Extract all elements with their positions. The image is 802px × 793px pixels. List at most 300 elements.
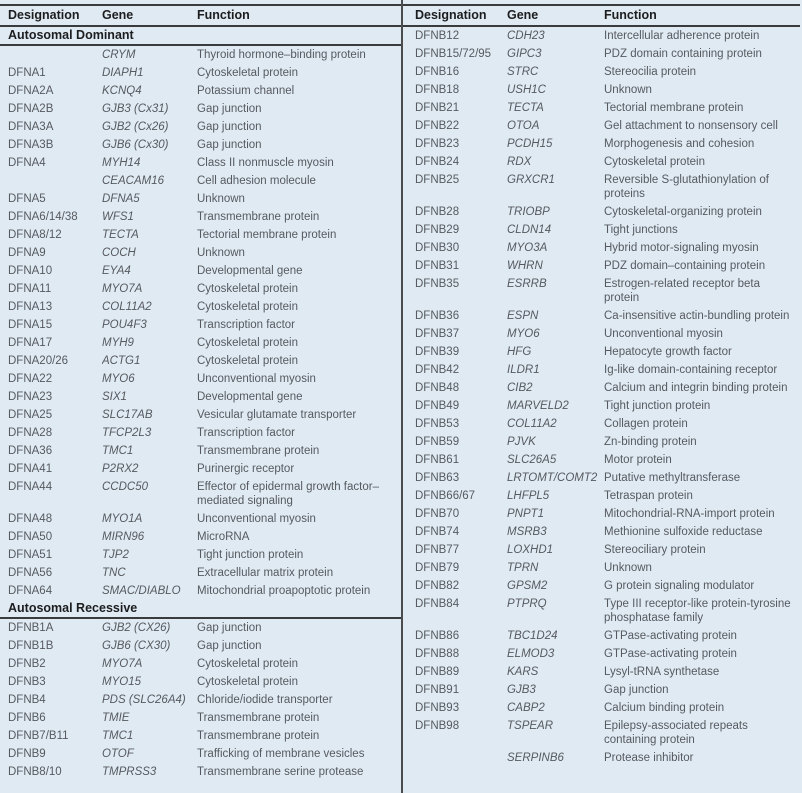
gene-cell: MYH9 (102, 336, 134, 349)
gene-cell: TJP2 (102, 548, 129, 561)
designation-cell: DFNA48 (8, 512, 53, 525)
table-row (0, 64, 401, 82)
designation-cell: DFNB59 (415, 435, 460, 448)
gene-cell: COL11A2 (102, 300, 152, 313)
designation-cell: DFNB1B (8, 639, 54, 652)
table-row (0, 528, 401, 546)
function-cell: Intercellular adherence protein (604, 29, 760, 42)
table-row (0, 226, 401, 244)
gene-cell: GJB2 (Cx26) (102, 120, 169, 133)
designation-cell: DFNA2B (8, 102, 54, 115)
gene-cell: CDH23 (507, 29, 545, 42)
table-row (403, 451, 800, 469)
designation-cell: DFNA6/14/38 (8, 210, 78, 223)
table-row (0, 262, 401, 280)
designation-cell: DFNA50 (8, 530, 53, 543)
designation-cell: DFNB49 (415, 399, 460, 412)
table-row (0, 564, 401, 582)
gene-cell: PTPRQ (507, 597, 547, 610)
function-cell: Morphogenesis and cohesion (604, 137, 755, 150)
gene-cell: OTOA (507, 119, 540, 132)
function-cell: Mitochondrial proapoptotic protein (197, 584, 371, 597)
gene-cell: MYO6 (507, 327, 540, 340)
table-row (0, 46, 401, 64)
function-cell: Purinergic receptor (197, 462, 295, 475)
function-cell: Cytoskeletal protein (197, 282, 298, 295)
designation-cell: DFNA36 (8, 444, 53, 457)
function-cell: PDZ domain containing protein (604, 47, 762, 60)
column-header-designation: Designation (415, 8, 487, 22)
table-row (0, 298, 401, 316)
gene-cell: GJB6 (Cx30) (102, 138, 169, 151)
designation-cell: DFNB74 (415, 525, 460, 538)
gene-cell: ACTG1 (102, 354, 141, 367)
designation-cell: DFNB48 (415, 381, 460, 394)
table-row (403, 559, 800, 577)
gene-cell: ESPN (507, 309, 539, 322)
table-row (403, 577, 800, 595)
table-row (0, 510, 401, 528)
table-row (403, 523, 800, 541)
designation-cell: DFNA17 (8, 336, 53, 349)
right-table-body (403, 27, 800, 767)
table-row (0, 352, 401, 370)
left-table-body (0, 27, 401, 781)
gene-cell: ESRRB (507, 277, 547, 290)
table-row (0, 172, 401, 190)
function-cell: Tectorial membrane protein (197, 228, 337, 241)
function-cell: Transmembrane serine protease (197, 765, 364, 778)
gene-cell: GJB2 (CX26) (102, 621, 171, 634)
designation-cell: DFNA44 (8, 480, 53, 493)
function-cell: Extracellular matrix protein (197, 566, 334, 579)
gene-cell: USH1C (507, 83, 546, 96)
gene-cell: KARS (507, 665, 539, 678)
table-row (403, 699, 800, 717)
gene-cell: TPRN (507, 561, 539, 574)
table-row (0, 478, 401, 510)
function-cell: Cytoskeletal protein (604, 155, 705, 168)
gene-cell: MSRB3 (507, 525, 547, 538)
function-cell: Developmental gene (197, 264, 303, 277)
table-row (403, 717, 800, 749)
gene-cell: SMAC/DIABLO (102, 584, 181, 597)
function-cell: Unconventional myosin (197, 372, 316, 385)
function-cell: Lysyl-tRNA synthetase (604, 665, 720, 678)
function-cell: Transmembrane protein (197, 729, 320, 742)
function-cell: Cytoskeletal-organizing protein (604, 205, 762, 218)
gene-cell: GIPC3 (507, 47, 542, 60)
table-row (403, 239, 800, 257)
table-row (0, 709, 401, 727)
designation-cell: DFNA9 (8, 246, 46, 259)
table-row (0, 763, 401, 781)
table-row (0, 370, 401, 388)
table-row (403, 81, 800, 99)
gene-cell: MYO3A (507, 241, 548, 254)
designation-cell: DFNB3 (8, 675, 46, 688)
column-header-gene: Gene (102, 8, 134, 22)
table-row (0, 406, 401, 424)
function-cell: Ca-insensitive actin-bundling protein (604, 309, 790, 322)
gene-cell: MYO1A (102, 512, 143, 525)
function-cell: Stereocilia protein (604, 65, 697, 78)
function-cell: Calcium binding protein (604, 701, 725, 714)
table-row (403, 645, 800, 663)
function-cell: Chloride/iodide transporter (197, 693, 333, 706)
function-cell: Ig-like domain-containing receptor (604, 363, 778, 376)
designation-cell: DFNB35 (415, 277, 460, 290)
designation-cell: DFNA41 (8, 462, 53, 475)
gene-cell: LRTOMT/COMT2 (507, 471, 598, 484)
table-row (0, 582, 401, 600)
function-cell: Gap junction (197, 102, 262, 115)
column-header-function: Function (604, 8, 657, 22)
gene-cell: TECTA (507, 101, 544, 114)
designation-cell: DFNB36 (415, 309, 460, 322)
function-cell: Transcription factor (197, 318, 295, 331)
function-cell: Unknown (197, 192, 245, 205)
function-cell: Collagen protein (604, 417, 688, 430)
function-cell: Tight junction protein (604, 399, 711, 412)
column-header-gene: Gene (507, 8, 539, 22)
function-cell: Cytoskeletal protein (197, 66, 298, 79)
table-row (0, 316, 401, 334)
gene-cell: HFG (507, 345, 532, 358)
gene-cell: DIAPH1 (102, 66, 144, 79)
gene-cell: WHRN (507, 259, 543, 272)
function-cell: Developmental gene (197, 390, 303, 403)
designation-cell: DFNB23 (415, 137, 460, 150)
table-row (403, 135, 800, 153)
designation-cell: DFNB7/B11 (8, 729, 69, 742)
function-cell: Trafficking of membrane vesicles (197, 747, 365, 760)
designation-cell: DFNB91 (415, 683, 460, 696)
designation-cell: DFNA3B (8, 138, 54, 151)
gene-cell: COL11A2 (507, 417, 557, 430)
function-cell: MicroRNA (197, 530, 250, 543)
designation-cell: DFNB25 (415, 173, 460, 186)
column-header-function: Function (197, 8, 250, 22)
gene-cell: PNPT1 (507, 507, 545, 520)
designation-cell: DFNB9 (8, 747, 46, 760)
function-cell: Estrogen-related receptor beta protein (604, 277, 760, 304)
designation-cell: DFNB77 (415, 543, 460, 556)
function-cell: Effector of epidermal growth factor–mediated signaling (197, 480, 379, 507)
table-row (403, 117, 800, 135)
function-cell: Unconventional myosin (197, 512, 316, 525)
designation-cell: DFNB93 (415, 701, 460, 714)
right-table (401, 0, 800, 793)
function-cell: Cytoskeletal protein (197, 354, 298, 367)
table-row (0, 244, 401, 262)
table-row (403, 27, 800, 45)
table-row (403, 379, 800, 397)
table-row (403, 307, 800, 325)
designation-cell: DFNB16 (415, 65, 460, 78)
function-cell: Tight junction protein (197, 548, 304, 561)
table-row (0, 637, 401, 655)
designation-cell: DFNA15 (8, 318, 53, 331)
designation-cell: DFNA28 (8, 426, 53, 439)
designation-cell: DFNB37 (415, 327, 460, 340)
table-row (403, 415, 800, 433)
table-row (403, 221, 800, 239)
designation-cell: DFNB39 (415, 345, 460, 358)
function-cell: Tight junctions (604, 223, 678, 236)
gene-cell: CIB2 (507, 381, 533, 394)
gene-cell: PDS (SLC26A4) (102, 693, 186, 706)
gene-cell: TMC1 (102, 444, 134, 457)
function-cell: Cytoskeletal protein (197, 336, 298, 349)
designation-cell: DFNB42 (415, 363, 460, 376)
gene-cell: TSPEAR (507, 719, 554, 732)
gene-cell: GPSM2 (507, 579, 548, 592)
function-cell: Tetraspan protein (604, 489, 693, 502)
gene-cell: CCDC50 (102, 480, 149, 493)
designation-cell: DFNB21 (415, 101, 460, 114)
designation-cell (8, 174, 102, 188)
gene-cell: KCNQ4 (102, 84, 142, 97)
gene-cell: GJB3 (507, 683, 536, 696)
gene-cell: SLC26A5 (507, 453, 557, 466)
gene-cell: POU4F3 (102, 318, 147, 331)
table-row (403, 171, 800, 203)
function-cell: Thyroid hormone–binding protein (197, 48, 366, 61)
table-row (403, 681, 800, 699)
designation-cell: DFNA13 (8, 300, 53, 313)
table-row (0, 208, 401, 226)
gene-cell: PCDH15 (507, 137, 553, 150)
gene-cell: GJB3 (Cx31) (102, 102, 169, 115)
designation-cell: DFNA11 (8, 282, 52, 295)
gene-cell: TFCP2L3 (102, 426, 152, 439)
designation-cell: DFNB66/67 (415, 489, 476, 502)
table-row (0, 691, 401, 709)
gene-cell: ELMOD3 (507, 647, 555, 660)
designation-cell: DFNB22 (415, 119, 460, 132)
table-row (0, 100, 401, 118)
function-cell: Gap junction (604, 683, 669, 696)
table-row (403, 275, 800, 307)
designation-cell: DFNB84 (415, 597, 460, 610)
table-row (403, 45, 800, 63)
designation-cell: DFNB30 (415, 241, 460, 254)
table-row (403, 663, 800, 681)
table-row (0, 424, 401, 442)
table-row (403, 325, 800, 343)
table-row (0, 673, 401, 691)
gene-cell: MYH14 (102, 156, 141, 169)
gene-cell: LHFPL5 (507, 489, 550, 502)
function-cell: Methionine sulfoxide reductase (604, 525, 763, 538)
gene-cell: LOXHD1 (507, 543, 554, 556)
function-cell: Gap junction (197, 621, 262, 634)
table-row (403, 343, 800, 361)
table-row (403, 63, 800, 81)
table-row (403, 397, 800, 415)
table-row (0, 280, 401, 298)
table-row (0, 154, 401, 172)
function-cell: Type III receptor-like protein-tyrosine phosphatase family (604, 597, 791, 624)
gene-cell: TMPRSS3 (102, 765, 157, 778)
gene-cell: P2RX2 (102, 462, 139, 475)
function-cell: GTPase-activating protein (604, 647, 737, 660)
table-row (403, 505, 800, 523)
gene-cell: COCH (102, 246, 136, 259)
function-cell: Cell adhesion molecule (197, 174, 316, 187)
designation-cell: DFNB61 (415, 453, 460, 466)
designation-cell: DFNB15/72/95 (415, 47, 492, 60)
function-cell: Vesicular glutamate transporter (197, 408, 357, 421)
function-cell: Mitochondrial-RNA-import protein (604, 507, 775, 520)
designation-cell: DFNB82 (415, 579, 460, 592)
table-row (0, 136, 401, 154)
table-row (403, 541, 800, 559)
gene-cell: DFNA5 (102, 192, 140, 205)
table-row (403, 361, 800, 379)
function-cell: Transmembrane protein (197, 210, 320, 223)
designation-cell: DFNA64 (8, 584, 53, 597)
designation-cell: DFNB1A (8, 621, 54, 634)
gene-cell: TBC1D24 (507, 629, 558, 642)
table-row (403, 153, 800, 171)
table-row (0, 619, 401, 637)
table-row (403, 627, 800, 645)
right-table-header (403, 4, 800, 27)
designation-cell (415, 751, 507, 765)
gene-cell: TMIE (102, 711, 130, 724)
table-row (0, 190, 401, 208)
table-row (0, 745, 401, 763)
table-row (403, 433, 800, 451)
function-cell: Gap junction (197, 138, 262, 151)
function-cell: Reversible S-glutathionylation of proteins (604, 173, 769, 200)
function-cell: Zn-binding protein (604, 435, 697, 448)
designation-cell: DFNB29 (415, 223, 460, 236)
gene-cell: OTOF (102, 747, 134, 760)
gene-cell: ILDR1 (507, 363, 540, 376)
designation-cell: DFNB8/10 (8, 765, 62, 778)
designation-cell: DFNB88 (415, 647, 460, 660)
function-cell: Unknown (604, 561, 652, 574)
designation-cell: DFNB63 (415, 471, 460, 484)
gene-cell: MYO7A (102, 282, 143, 295)
gene-cell: CRYM (102, 48, 136, 61)
function-cell: Unknown (197, 246, 245, 259)
designation-cell: DFNA10 (8, 264, 53, 277)
designation-cell: DFNB70 (415, 507, 460, 520)
function-cell: Putative methyltransferase (604, 471, 741, 484)
function-cell: PDZ domain–containing protein (604, 259, 766, 272)
function-cell: Transmembrane protein (197, 711, 320, 724)
gene-cell: TMC1 (102, 729, 134, 742)
gene-cell: SLC17AB (102, 408, 153, 421)
table-row (0, 546, 401, 564)
gene-cell: GRXCR1 (507, 173, 555, 186)
table-row (403, 487, 800, 505)
designation-cell: DFNB18 (415, 83, 460, 96)
designation-cell: DFNA3A (8, 120, 54, 133)
gene-cell: TNC (102, 566, 126, 579)
table-row (0, 82, 401, 100)
designation-cell: DFNB12 (415, 29, 460, 42)
designation-cell: DFNA5 (8, 192, 46, 205)
gene-cell: MYO6 (102, 372, 135, 385)
function-cell: Gel attachment to nonsensory cell (604, 119, 778, 132)
function-cell: GTPase-activating protein (604, 629, 737, 642)
designation-cell (8, 48, 102, 62)
table-row (403, 257, 800, 275)
gene-cell: MYO7A (102, 657, 143, 670)
gene-cell: RDX (507, 155, 532, 168)
function-cell: Transcription factor (197, 426, 295, 439)
function-cell: Stereociliary protein (604, 543, 706, 556)
function-cell: Calcium and integrin binding protein (604, 381, 788, 394)
table-row (0, 388, 401, 406)
table-row (0, 460, 401, 478)
gene-cell: CABP2 (507, 701, 545, 714)
function-cell: Cytoskeletal protein (197, 300, 298, 313)
function-cell: Motor protein (604, 453, 672, 466)
designation-cell: DFNA56 (8, 566, 53, 579)
function-cell: Transmembrane protein (197, 444, 320, 457)
designation-cell: DFNB4 (8, 693, 46, 706)
gene-cell: MYO15 (102, 675, 141, 688)
designation-cell: DFNA4 (8, 156, 46, 169)
function-cell: Epilepsy-associated repeats containing protein (604, 719, 748, 746)
designation-cell: DFNA23 (8, 390, 53, 403)
left-table-header (0, 4, 401, 27)
gene-cell: CLDN14 (507, 223, 552, 236)
gene-cell: MARVELD2 (507, 399, 569, 412)
function-cell: Cytoskeletal protein (197, 675, 298, 688)
function-cell: G protein signaling modulator (604, 579, 755, 592)
table-row (0, 334, 401, 352)
function-cell: Hybrid motor-signaling myosin (604, 241, 759, 254)
designation-cell: DFNB31 (415, 259, 460, 272)
designation-cell: DFNA1 (8, 66, 46, 79)
table-row (0, 442, 401, 460)
designation-cell: DFNA25 (8, 408, 53, 421)
designation-cell: DFNA22 (8, 372, 53, 385)
gene-cell: SERPINB6 (507, 751, 564, 764)
gene-cell: STRC (507, 65, 539, 78)
gene-cell: TRIOBP (507, 205, 550, 218)
designation-cell: DFNA20/26 (8, 354, 69, 367)
table-row (403, 203, 800, 221)
gene-cell: TECTA (102, 228, 139, 241)
function-cell: Gap junction (197, 639, 262, 652)
gene-cell: EYA4 (102, 264, 131, 277)
gene-cell: GJB6 (CX30) (102, 639, 171, 652)
designation-cell: DFNB2 (8, 657, 46, 670)
function-cell: Unconventional myosin (604, 327, 723, 340)
column-header-designation: Designation (8, 8, 80, 22)
designation-cell: DFNB79 (415, 561, 460, 574)
designation-cell: DFNA51 (8, 548, 53, 561)
gene-cell: WFS1 (102, 210, 134, 223)
table-row (403, 99, 800, 117)
designation-cell: DFNB86 (415, 629, 460, 642)
section-header: Autosomal Dominant (0, 27, 401, 46)
table-row (0, 655, 401, 673)
function-cell: Cytoskeletal protein (197, 657, 298, 670)
gene-cell: CEACAM16 (102, 174, 164, 187)
designation-cell: DFNB98 (415, 719, 460, 732)
table-row (0, 727, 401, 745)
gene-cell: SIX1 (102, 390, 127, 403)
